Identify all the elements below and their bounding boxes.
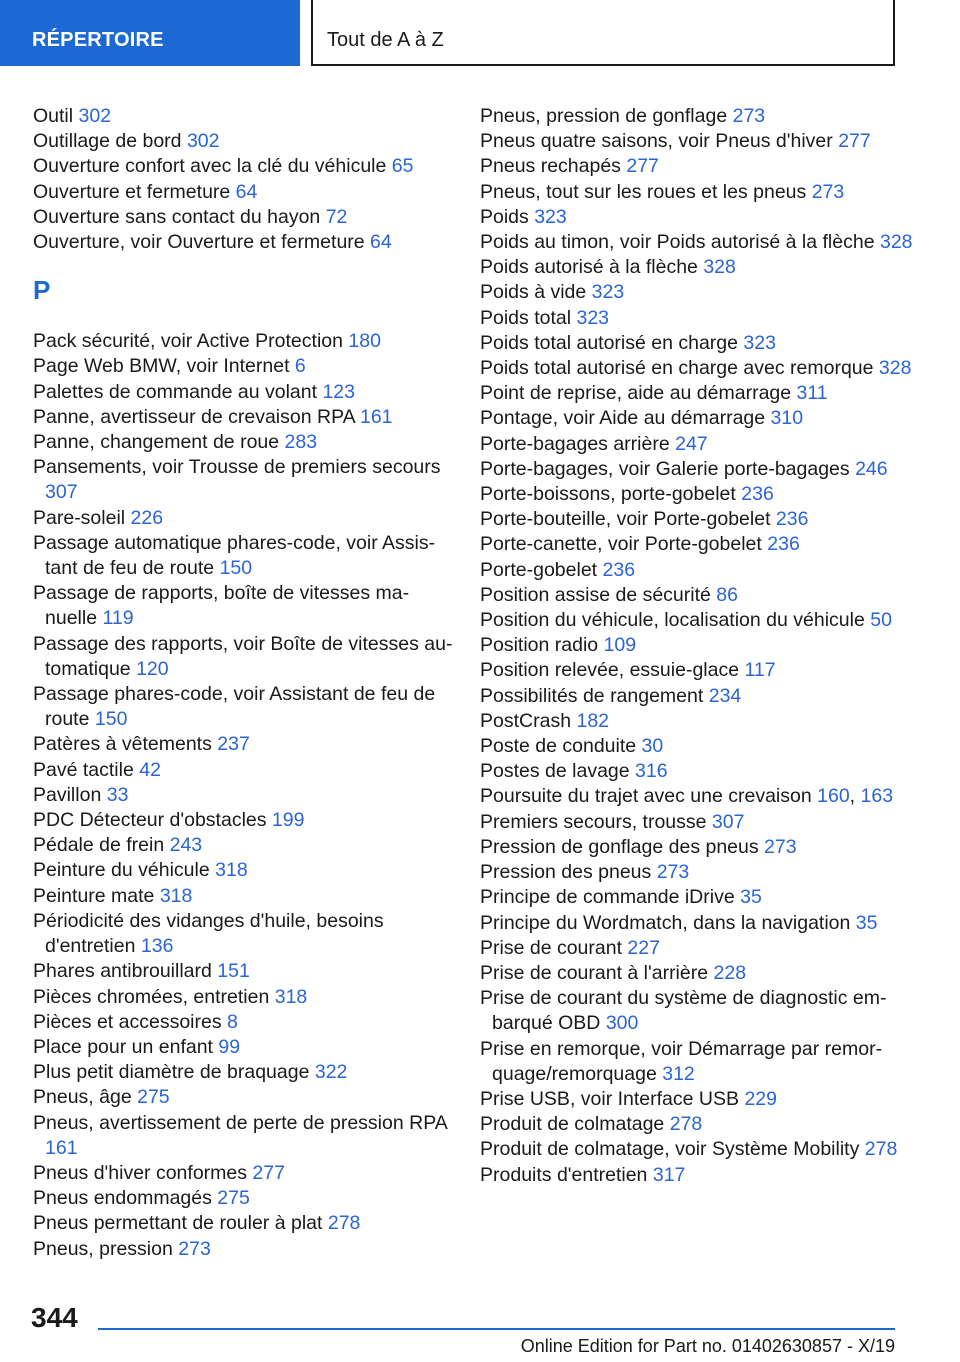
page-reference-link[interactable]: 72 bbox=[325, 205, 348, 228]
index-entry bbox=[33, 909, 453, 959]
index-entry-term: Pneus, âge bbox=[33, 1086, 132, 1109]
index-entry bbox=[33, 985, 453, 1010]
page-reference-link[interactable]: 318 bbox=[215, 859, 248, 882]
index-entry-term: Poste de conduite bbox=[480, 735, 637, 758]
index-entry-term: Pièces et accessoires bbox=[33, 1010, 222, 1033]
page-reference-link[interactable]: 275 bbox=[137, 1086, 170, 1109]
page-reference-link[interactable]: 310 bbox=[770, 407, 804, 430]
page-title: Tout de A à Z bbox=[311, 0, 895, 66]
index-entry-term: Plus petit diamètre de braquage bbox=[33, 1061, 310, 1084]
index-entry bbox=[480, 583, 920, 608]
index-entry-term: Porte-bagages, voir Galerie porte-bagages bbox=[480, 457, 850, 480]
page-reference-link[interactable]: 277 bbox=[838, 130, 871, 153]
index-entry bbox=[33, 1010, 453, 1035]
index-entry-term: Ouverture, voir Ouverture et fermeture bbox=[33, 231, 365, 254]
page-reference-link[interactable]: 99 bbox=[218, 1035, 241, 1058]
index-entry bbox=[480, 911, 920, 936]
page-reference-link[interactable]: 42 bbox=[139, 758, 161, 781]
index-entry bbox=[33, 380, 453, 405]
index-entry-term: Panne, changement de roue bbox=[33, 431, 280, 454]
page-reference-link[interactable]: 323 bbox=[743, 331, 776, 354]
index-entry bbox=[33, 531, 453, 581]
page-reference-link[interactable]: 136 bbox=[140, 935, 174, 958]
index-entry bbox=[480, 280, 920, 305]
index-entry bbox=[33, 129, 453, 154]
index-entry bbox=[33, 1211, 453, 1236]
index-entry bbox=[480, 885, 920, 910]
index-entry bbox=[480, 558, 920, 583]
index-entry-term: Palettes de commande au volant bbox=[33, 380, 318, 403]
page-reference-link[interactable]: 150 bbox=[94, 708, 128, 731]
page-reference-link[interactable]: 311 bbox=[796, 382, 828, 405]
index-entry-term: Porte-boissons, porte-gobelet bbox=[480, 483, 736, 506]
index-entry-term: Poids bbox=[480, 205, 529, 228]
index-entry bbox=[33, 230, 453, 255]
page-reference-link[interactable]: 322 bbox=[314, 1061, 348, 1084]
page-reference-link[interactable]: 273 bbox=[656, 861, 690, 884]
index-group-p-continued bbox=[480, 104, 920, 1188]
page-reference-link[interactable]: 50 bbox=[870, 609, 892, 632]
index-entry-term: Pneus, pression bbox=[33, 1237, 173, 1260]
index-entry-term: Pièces chromées, entretien bbox=[33, 985, 270, 1008]
page-reference-link[interactable]: 33 bbox=[106, 783, 129, 806]
index-entry bbox=[33, 758, 453, 783]
index-entry bbox=[33, 959, 453, 984]
index-entry bbox=[33, 205, 453, 230]
index-entry bbox=[480, 306, 920, 331]
index-entry-term: Poids au timon, voir Poids autorisé à la flèche bbox=[480, 231, 875, 254]
index-entry bbox=[480, 1037, 920, 1087]
index-group-o bbox=[33, 104, 453, 255]
index-entry bbox=[480, 457, 920, 482]
index-entry bbox=[480, 507, 920, 532]
index-entry-term: Principe du Wordmatch, dans la navigation bbox=[480, 911, 851, 934]
index-entry bbox=[480, 104, 920, 129]
page-reference-link[interactable]: 160 bbox=[817, 785, 850, 808]
index-entry bbox=[33, 581, 453, 631]
section-letter: P bbox=[33, 275, 51, 306]
index-entry bbox=[480, 532, 920, 557]
index-entry-term: Peinture du véhicule bbox=[33, 859, 210, 882]
page-reference-link[interactable]: 64 bbox=[235, 180, 258, 203]
index-entry bbox=[33, 1237, 453, 1262]
section-tab[interactable]: RÉPERTOIRE bbox=[0, 0, 300, 66]
page-reference-link[interactable]: 228 bbox=[713, 961, 747, 984]
index-entry-term: Pneus, pression de gonflage bbox=[480, 105, 728, 127]
index-entry bbox=[480, 709, 920, 734]
page-reference-link[interactable]: 307 bbox=[45, 481, 78, 504]
index-entry-term: Premiers secours, trousse bbox=[480, 810, 707, 833]
page-reference-link[interactable]: 35 bbox=[740, 886, 762, 909]
index-entry-term: Ouverture et fermeture bbox=[33, 180, 231, 203]
page-reference-link[interactable]: 318 bbox=[274, 985, 308, 1008]
index-entry-term: Prise USB, voir Interface USB bbox=[480, 1087, 740, 1110]
index-entry-term: Produit de colmatage, voir Système Mobility bbox=[480, 1138, 860, 1161]
index-entry bbox=[33, 1035, 453, 1060]
index-entry-term: Prise de courant à l'arrière bbox=[480, 961, 709, 984]
index-entry bbox=[480, 331, 920, 356]
page-reference-link[interactable]: 65 bbox=[391, 155, 414, 178]
index-entry bbox=[480, 860, 920, 885]
page-reference-link[interactable]: 237 bbox=[217, 733, 250, 756]
page-reference-link[interactable]: 247 bbox=[675, 432, 708, 455]
page-reference-link[interactable]: 161 bbox=[45, 1136, 78, 1159]
page-reference-link[interactable]: 273 bbox=[732, 105, 766, 127]
page-reference-link[interactable]: 273 bbox=[764, 835, 797, 858]
page-reference-link[interactable]: 226 bbox=[130, 506, 164, 529]
page-reference-link[interactable]: 161 bbox=[359, 405, 393, 428]
index-entry-term: Possibilités de rangement bbox=[480, 684, 704, 707]
index-entry bbox=[480, 205, 920, 230]
page-reference-link[interactable]: 236 bbox=[741, 483, 774, 506]
index-entry bbox=[33, 732, 453, 757]
index-entry-term: Position relevée, essuie-glace bbox=[480, 659, 740, 682]
index-entry-term: Place pour un enfant bbox=[33, 1035, 213, 1058]
index-entry bbox=[480, 1163, 920, 1188]
page-reference-link[interactable]: 86 bbox=[716, 583, 738, 606]
index-entry-term: Pédale de frein bbox=[33, 834, 165, 857]
page-reference-link[interactable]: 236 bbox=[602, 558, 636, 581]
page-reference-link[interactable]: 236 bbox=[775, 508, 809, 531]
page-reference-link[interactable]: 302 bbox=[186, 130, 220, 153]
index-entry-term: Poids autorisé à la flèche bbox=[480, 256, 698, 279]
index-entry bbox=[480, 633, 920, 658]
index-column-right bbox=[480, 104, 920, 1188]
index-entry bbox=[33, 632, 453, 682]
index-entry-term: Pavillon bbox=[33, 783, 102, 806]
index-entry bbox=[480, 230, 920, 255]
index-entry-term: Position radio bbox=[480, 634, 599, 657]
index-entry bbox=[480, 1087, 920, 1112]
index-entry-term: Passage automatique phares-code, voir Assistant de feu de route bbox=[33, 531, 436, 580]
index-entry bbox=[480, 684, 920, 709]
index-entry bbox=[480, 482, 920, 507]
page-reference-link[interactable]: 30 bbox=[641, 735, 664, 758]
index-entry bbox=[33, 858, 453, 883]
page-reference-link[interactable]: 64 bbox=[370, 231, 392, 254]
page-reference-link[interactable]: 278 bbox=[864, 1138, 898, 1161]
index-entry-term: Passage des rapports, voir Boîte de vitesses automatique bbox=[33, 632, 453, 680]
index-group-p bbox=[33, 329, 453, 1262]
page-reference-link[interactable]: 199 bbox=[271, 809, 305, 832]
index-entry bbox=[480, 759, 920, 784]
page-reference-link[interactable]: 123 bbox=[322, 380, 355, 403]
index-entry bbox=[480, 1112, 920, 1137]
index-entry bbox=[480, 180, 920, 205]
index-entry bbox=[33, 354, 453, 379]
index-entry-term: Poids total bbox=[480, 306, 572, 329]
index-entry bbox=[480, 255, 920, 280]
index-entry-term: Pneus endommagés bbox=[33, 1187, 212, 1210]
index-entry-term: Passage de rapports, boîte de vitesses manuelle bbox=[33, 582, 410, 630]
page-reference-link[interactable]: 316 bbox=[635, 760, 668, 783]
index-column-left bbox=[33, 104, 453, 1262]
index-entry-term: Pression de gonflage des pneus bbox=[480, 835, 759, 858]
index-entry bbox=[33, 154, 453, 179]
page-reference-link[interactable]: 151 bbox=[217, 960, 250, 983]
index-entry bbox=[33, 1186, 453, 1211]
index-entry bbox=[480, 432, 920, 457]
index-entry bbox=[480, 810, 920, 835]
index-entry-term: Porte-gobelet bbox=[480, 558, 598, 581]
index-entry-term: Peinture mate bbox=[33, 884, 155, 907]
index-entry bbox=[480, 406, 920, 431]
index-entry-term: Pneus d'hiver conformes bbox=[33, 1161, 247, 1184]
index-entry-term: Ouverture sans contact du hayon bbox=[33, 205, 321, 228]
page-reference-link[interactable]: 243 bbox=[169, 834, 203, 857]
index-entry bbox=[480, 961, 920, 986]
index-entry-term: Pneus rechapés bbox=[480, 155, 621, 178]
index-entry bbox=[480, 154, 920, 179]
footer-edition-text: Online Edition for Part no. 01402630857 - X/19 bbox=[520, 1336, 895, 1356]
index-entry bbox=[33, 1085, 453, 1110]
index-entry bbox=[33, 1111, 453, 1161]
index-entry-term: Poids à vide bbox=[480, 281, 587, 304]
page-reference-link[interactable]: 8 bbox=[227, 1010, 238, 1033]
index-entry-term: Principe de commande iDrive bbox=[480, 886, 735, 909]
index-entry-term: Page Web BMW, voir Internet bbox=[33, 355, 290, 378]
index-entry bbox=[480, 608, 920, 633]
index-entry-term: Pneus, tout sur les roues et les pneus bbox=[480, 180, 807, 203]
index-entry-term: Pansements, voir Trousse de premiers secours bbox=[33, 456, 441, 479]
page-reference-link[interactable]: 180 bbox=[348, 330, 381, 353]
page-reference-link[interactable]: 109 bbox=[603, 634, 637, 657]
index-entry bbox=[33, 104, 453, 129]
index-entry bbox=[480, 129, 920, 154]
index-entry bbox=[33, 783, 453, 808]
page-reference-link[interactable]: 273 bbox=[178, 1237, 211, 1260]
index-entry: Poursuite du trajet avec une crevaison 160, 163 bbox=[480, 785, 894, 808]
page-reference-link[interactable]: 300 bbox=[605, 1012, 639, 1035]
index-entry-term: Phares antibrouillard bbox=[33, 960, 212, 983]
page-reference-link[interactable]: 182 bbox=[576, 709, 610, 732]
page-reference-link[interactable]: 328 bbox=[879, 231, 913, 254]
index-entry-term: Point de reprise, aide au démarrage bbox=[480, 382, 792, 405]
index-entry-term: Prise de courant du système de diagnostic embarqué OBD bbox=[480, 987, 887, 1035]
page-reference-link[interactable]: 312 bbox=[662, 1062, 695, 1085]
index-entry bbox=[33, 682, 453, 732]
page-reference-link[interactable]: 246 bbox=[855, 457, 888, 480]
index-entry bbox=[33, 329, 453, 354]
index-entry bbox=[480, 986, 920, 1036]
index-entry bbox=[480, 734, 920, 759]
index-entry-term: Position assise de sécurité bbox=[480, 583, 711, 606]
footer-divider bbox=[98, 1328, 895, 1330]
page-reference-link[interactable]: 117 bbox=[744, 659, 776, 682]
index-entry-term: PDC Détecteur d'obstacles bbox=[33, 809, 267, 832]
index-entry-term: Porte-bagages arrière bbox=[480, 432, 670, 455]
index-entry bbox=[480, 356, 920, 381]
page-reference-link[interactable]: 6 bbox=[294, 355, 306, 378]
page-reference-link[interactable]: 307 bbox=[711, 810, 745, 833]
index-entry bbox=[33, 455, 453, 505]
page-reference-link[interactable]: 150 bbox=[219, 557, 253, 580]
index-entry bbox=[33, 884, 453, 909]
index-entry-term: Pneus permettant de rouler à plat bbox=[33, 1212, 323, 1235]
page-reference-link[interactable]: 302 bbox=[78, 105, 112, 127]
index-entry-term: Pneus, avertissement de perte de pression RPA bbox=[33, 1111, 447, 1134]
index-entry-term: Porte-canette, voir Porte-gobelet bbox=[480, 533, 762, 556]
index-entry-term: Ouverture confort avec la clé du véhicule bbox=[33, 155, 387, 178]
page-reference-link[interactable]: 283 bbox=[284, 431, 318, 454]
page-reference-link[interactable]: 277 bbox=[252, 1161, 285, 1184]
index-entry bbox=[480, 936, 920, 961]
page-reference-link[interactable]: 278 bbox=[669, 1113, 703, 1136]
page-reference-link[interactable]: 234 bbox=[708, 684, 742, 707]
page-reference-link[interactable]: 317 bbox=[652, 1163, 686, 1186]
index-entry bbox=[480, 658, 920, 683]
page-reference-link[interactable]: 328 bbox=[703, 256, 736, 279]
index-entry-term: Poids total autorisé en charge avec remorque bbox=[480, 357, 874, 380]
page-number: 344 bbox=[31, 1302, 78, 1333]
index-entry-term: Prise de courant bbox=[480, 936, 622, 959]
page-reference-link[interactable]: 35 bbox=[855, 911, 878, 934]
index-entry-term: Position du véhicule, localisation du véhicule bbox=[480, 609, 865, 632]
index-entry-term: Outillage de bord bbox=[33, 130, 182, 153]
index-entry bbox=[33, 808, 453, 833]
page-reference-link[interactable]: 318 bbox=[159, 884, 193, 907]
index-entry-term: Passage phares-code, voir Assistant de feu de route bbox=[33, 683, 436, 731]
index-entry bbox=[33, 1161, 453, 1186]
page-reference-link[interactable]: 277 bbox=[626, 155, 659, 178]
index-entry-term: Pack sécurité, voir Active Protection bbox=[33, 330, 343, 353]
page-reference-link[interactable]: 229 bbox=[744, 1087, 777, 1110]
index-entry-term: PostCrash bbox=[480, 709, 572, 732]
index-entry bbox=[33, 430, 453, 455]
index-entry-term: Prise en remorque, voir Démarrage par remorquage/remorquage bbox=[480, 1037, 883, 1085]
index-entry bbox=[33, 833, 453, 858]
page-reference-link[interactable]: 275 bbox=[217, 1187, 250, 1210]
page-reference-link[interactable]: 323 bbox=[591, 281, 625, 304]
index-entry-term: Pavé tactile bbox=[33, 758, 134, 781]
index-entry bbox=[33, 405, 453, 430]
page-reference-link[interactable]: 323 bbox=[576, 306, 610, 329]
index-entry bbox=[480, 835, 920, 860]
index-entry bbox=[480, 1137, 920, 1162]
index-entry-term: Patères à vêtements bbox=[33, 733, 212, 756]
index-entry-term: Pneus quatre saisons, voir Pneus d'hiver bbox=[480, 130, 833, 153]
index-entry-term: Poids total autorisé en charge bbox=[480, 331, 738, 354]
page-reference-link[interactable]: 323 bbox=[534, 205, 567, 228]
index-entry bbox=[33, 506, 453, 531]
index-entry-term: Pontage, voir Aide au démarrage bbox=[480, 407, 766, 430]
index-entry-term: Pare-soleil bbox=[33, 506, 126, 529]
index-entry-term: Porte-bouteille, voir Porte-gobelet bbox=[480, 508, 771, 531]
page-reference-link[interactable]: 236 bbox=[767, 533, 800, 556]
index-entry-term: Poursuite du trajet avec une crevaison bbox=[480, 785, 812, 808]
page-reference-link[interactable]: 273 bbox=[811, 180, 845, 203]
page-reference-link[interactable]: 119 bbox=[102, 607, 134, 630]
page-reference-link[interactable]: 163 bbox=[860, 785, 894, 808]
page-reference-link[interactable]: 278 bbox=[327, 1212, 361, 1235]
page-reference-link[interactable]: 328 bbox=[878, 357, 912, 380]
index-entry-term: Postes de lavage bbox=[480, 760, 630, 783]
index-entry-term: Périodicité des vidanges d'huile, besoins d'entretien bbox=[33, 909, 384, 958]
index-entry-term: Produits d'entretien bbox=[480, 1163, 648, 1186]
index-entry bbox=[33, 180, 453, 205]
page-reference-link[interactable]: 227 bbox=[627, 936, 660, 959]
index-entry-term: Produit de colmatage bbox=[480, 1113, 665, 1136]
index-entry bbox=[33, 1060, 453, 1085]
index-entry-term: Pression des pneus bbox=[480, 861, 652, 884]
page-reference-link[interactable]: 120 bbox=[136, 657, 169, 680]
index-entry-term: Outil bbox=[33, 105, 74, 127]
index-entry bbox=[480, 381, 920, 406]
index-entry-term: Panne, avertisseur de crevaison RPA bbox=[33, 405, 355, 428]
